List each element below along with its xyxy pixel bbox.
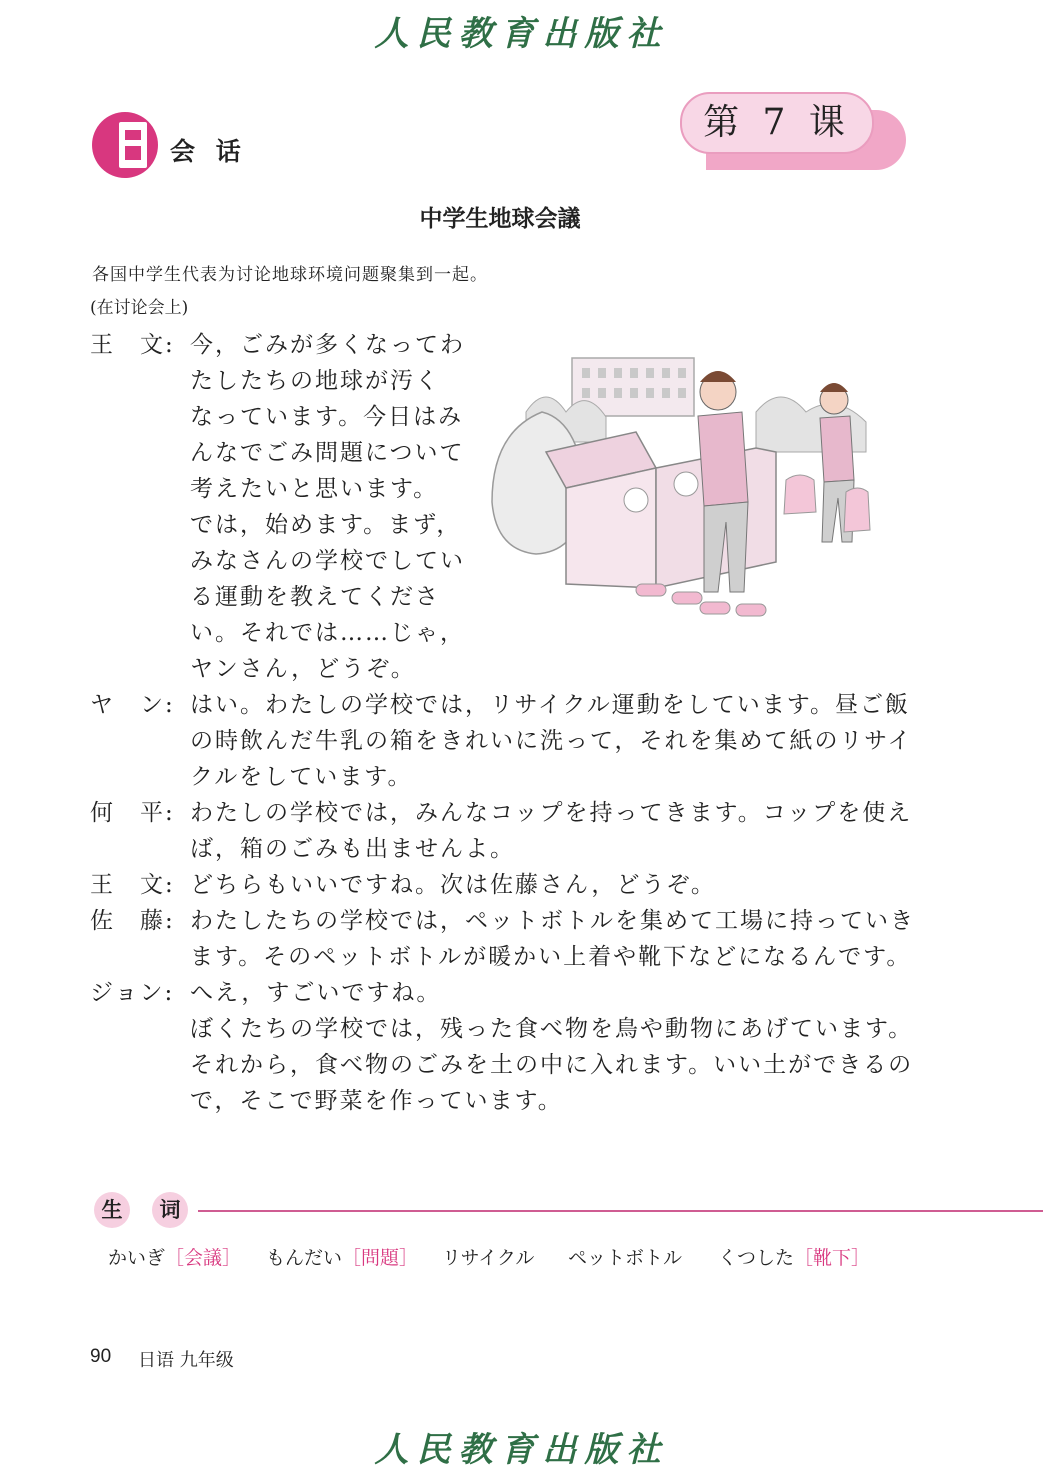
speaker-he-ping: 何 平: (90, 800, 175, 826)
dialogue-line: い。それでは……じゃ， (190, 620, 465, 646)
dialogue-line: クルをしています。 (190, 764, 413, 790)
speaker-wang-1: 王 文: (90, 332, 175, 358)
vocab-divider (198, 1210, 1043, 1212)
publisher-logo-bottom: 人民教育出版社 (374, 1430, 669, 1470)
dialogue-line: 考えたいと思います。 (190, 476, 439, 502)
publisher-logo-top: 人民教育出版社 (374, 14, 669, 54)
dialogue-line: ヤンさん，どうぞ。 (190, 656, 416, 682)
vocab-heading-char: 词 (152, 1192, 188, 1228)
dialogue-line: どちらもいいですね。次は佐藤さん，どうぞ。 (190, 872, 716, 898)
dialogue-title: 中学生地球会議 (419, 206, 581, 232)
vocab-item-kutsushita: くつした［靴下］ (718, 1247, 871, 1269)
dialogue-scene: (在讨论会上) (90, 298, 189, 318)
speaker-yan: ヤ ン: (90, 692, 175, 718)
dialogue-line: それから，食べ物のごみを土の中に入れます。いい土ができるの (190, 1052, 914, 1078)
dialogue-line: ぼくたちの学校では，残った食べ物を鳥や動物にあげています。 (190, 1016, 914, 1042)
dialogue-line: みなさんの学校でしてい (190, 548, 465, 574)
dialogue-line: たしたちの地球が汚く (190, 368, 440, 394)
dialogue-line: わたしの学校では，みんなコップを持ってきます。コップを使え (190, 800, 913, 826)
vocab-item-pet-bottle: ペットボトル (568, 1247, 683, 1269)
lesson-badge: 第 7 课 (680, 92, 874, 154)
speaker-wang-2: 王 文: (90, 872, 175, 898)
speaker-john: ジョン: (90, 980, 175, 1006)
page-number: 90 (90, 1346, 112, 1367)
section-badge-icon (92, 112, 158, 178)
vocab-item-recycle: リサイクル (442, 1247, 535, 1269)
vocab-item-mondai: もんだい［問題］ (266, 1247, 419, 1269)
section-label: 会 话 (170, 137, 247, 166)
book-title: 日语 九年级 (138, 1350, 234, 1371)
speaker-sato: 佐 藤: (90, 908, 175, 934)
dialogue-line: なっています。今日はみ (190, 404, 464, 430)
dialogue-line: で，そこで野菜を作っています。 (190, 1088, 563, 1114)
dialogue-line: はい。わたしの学校では，リサイクル運動をしています。昼ご飯 (190, 692, 910, 718)
dialogue-line: る運動を教えてくださ (190, 584, 440, 610)
vocab-item-kaigi: かいぎ［会議］ (108, 1247, 242, 1269)
dialogue-line: の時飲んだ牛乳の箱をきれいに洗って，それを集めて紙のリサイ (190, 728, 913, 754)
dialogue-line: わたしたちの学校では，ペットボトルを集めて工場に持っていき (190, 908, 915, 934)
dialogue-line: ます。そのペットボトルが暖かい上着や靴下などになるんです。 (190, 944, 912, 970)
dialogue-line: んなでごみ問題について (190, 440, 465, 466)
dialogue-line: 今，ごみが多くなってわ (190, 332, 465, 358)
dialogue-intro: 各国中学生代表为讨论地球环境问题聚集到一起。 (92, 265, 488, 285)
dialogue-line: へえ，すごいですね。 (190, 980, 442, 1006)
dialogue-line: では，始めます。まず， (190, 512, 462, 538)
vocab-heading-char: 生 (94, 1192, 130, 1228)
recycling-illustration (486, 352, 898, 624)
dialogue-line: ば，箱のごみも出ませんよ。 (190, 836, 515, 862)
